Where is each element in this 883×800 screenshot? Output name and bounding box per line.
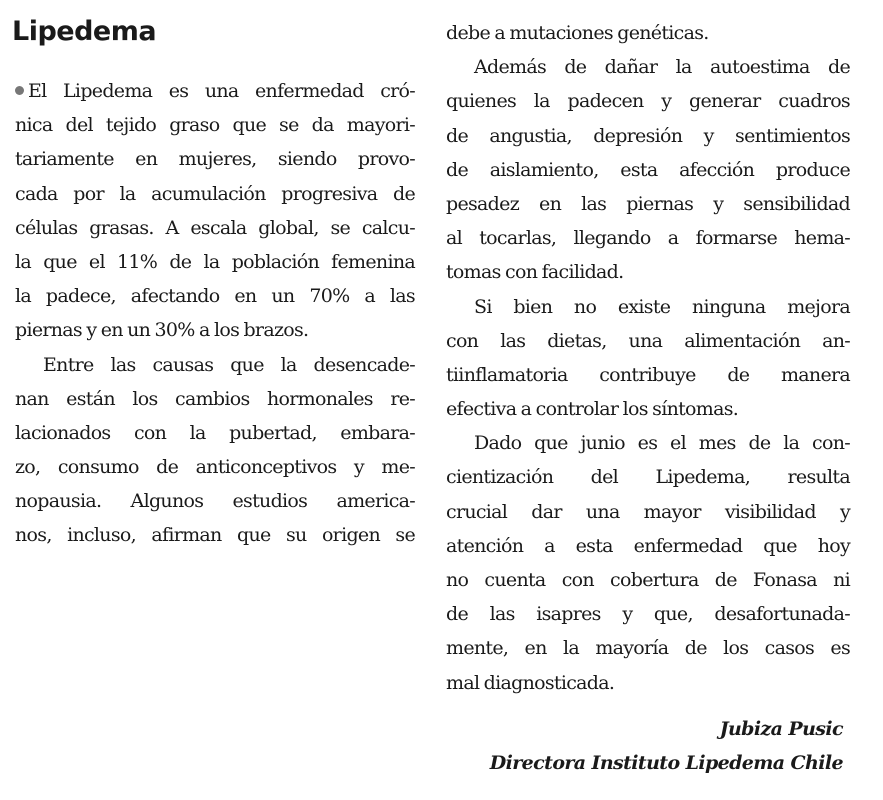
text-line-content: de angustia, depresión y sentimientos [446, 124, 850, 147]
text-line [446, 50, 850, 84]
text-line [446, 187, 850, 221]
text-line-content: mal diagnosticada. [446, 671, 615, 694]
text-line [446, 495, 850, 529]
signature-name: Jubiza Pusic [719, 718, 843, 740]
text-line [15, 74, 415, 108]
text-line [446, 255, 850, 289]
text-line [446, 153, 850, 187]
text-line-content: nica del tejido graso que se da mayori- [15, 114, 415, 137]
text-line [446, 16, 850, 50]
text-line-content: con las dietas, una alimentación an- [446, 329, 850, 352]
text-line-content: crucial dar una mayor visibilidad y [446, 500, 850, 523]
text-line [15, 518, 415, 552]
text-line-content: Dado que junio es el mes de la con- [474, 432, 850, 455]
text-line-content: de las isapres y que, desafortunada- [446, 603, 850, 626]
text-line [446, 119, 850, 153]
text-line [446, 597, 850, 631]
text-line [15, 245, 415, 279]
text-line [15, 142, 415, 176]
text-line-content: nos, incluso, afirman que su origen se [15, 524, 415, 547]
text-line [446, 426, 850, 460]
text-line [446, 563, 850, 597]
text-line [446, 392, 850, 426]
text-line-content: lacionados con la pubertad, embara- [15, 421, 415, 444]
text-line-content: la padece, afectando en un 70% a las [15, 285, 415, 308]
text-line-content: Además de dañar la autoestima de [474, 56, 850, 79]
text-line [15, 211, 415, 245]
text-line-content: zo, consumo de anticonceptivos y me- [15, 456, 415, 479]
text-line [446, 221, 850, 255]
text-line-content: cientización del Lipedema, resulta [446, 466, 850, 489]
text-line-content: debe a mutaciones genéticas. [446, 22, 709, 44]
text-line [446, 631, 850, 665]
text-line-content: cada por la acumulación progresiva de [15, 182, 415, 205]
text-line [15, 382, 415, 416]
text-line [15, 416, 415, 450]
text-line-content: al tocarlas, llegando a formarse hema- [446, 227, 850, 250]
text-line-content: El Lipedema es una enfermedad cró- [28, 80, 415, 102]
right-column [446, 16, 850, 700]
text-line-content: nan están los cambios hormonales re- [15, 387, 415, 410]
text-line [15, 450, 415, 484]
left-column [15, 74, 415, 553]
text-line-content: no cuenta con cobertura de Fonasa ni [446, 569, 850, 591]
text-line-content: mente, en la mayoría de los casos es [446, 637, 850, 660]
text-line-content: pesadez en las piernas y sensibilidad [446, 192, 850, 215]
text-line-content: Entre las causas que la desencade- [43, 353, 415, 376]
text-line [446, 529, 850, 563]
text-line [15, 279, 415, 313]
text-line-content: células grasas. A escala global, se calcu- [15, 216, 415, 239]
text-line [15, 108, 415, 142]
text-line-content: de aislamiento, esta afección produce [446, 158, 850, 181]
text-line [15, 484, 415, 518]
text-line [446, 324, 850, 358]
text-line-content: tomas con facilidad. [446, 261, 624, 284]
article-title: Lipedema [12, 16, 157, 47]
text-line [446, 84, 850, 118]
text-line-content: atención a esta enfermedad que hoy [446, 534, 850, 557]
text-line [15, 313, 415, 347]
signature-role: Directora Instituto Lipedema Chile [489, 752, 843, 774]
text-line [446, 290, 850, 324]
text-line-content: Si bien no existe ninguna mejora [474, 295, 850, 318]
text-line [446, 460, 850, 494]
text-line-content: piernas y en un 30% a los brazos. [15, 319, 309, 342]
text-line [446, 358, 850, 392]
text-line [15, 348, 415, 382]
text-line [15, 177, 415, 211]
text-line [446, 666, 850, 700]
bullet-icon [15, 86, 24, 95]
text-line-content: la que el 11% de la población femenina [15, 250, 415, 273]
text-line-content: nopausia. Algunos estudios america- [15, 490, 415, 513]
text-line-content: efectiva a controlar los síntomas. [446, 398, 739, 421]
text-line-content: tiinflamatoria contribuye de manera [446, 363, 850, 386]
text-line-content: quienes la padecen y generar cuadros [446, 90, 850, 113]
text-line-content: tariamente en mujeres, siendo provo- [15, 148, 415, 171]
